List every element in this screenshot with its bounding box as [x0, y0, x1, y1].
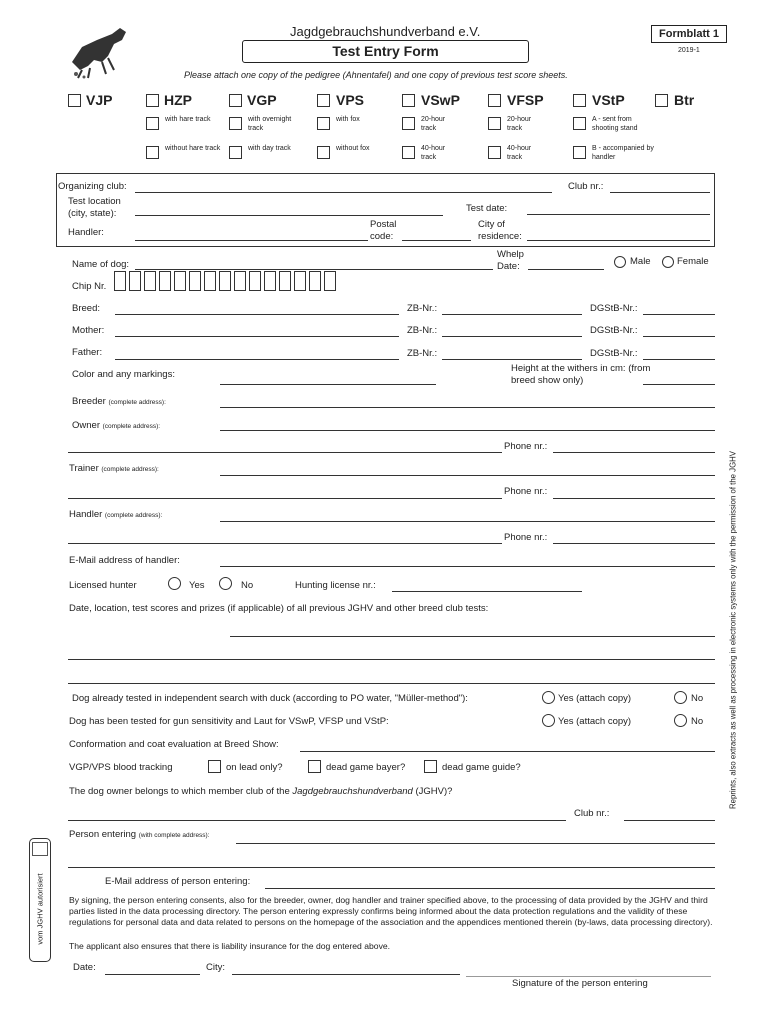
- test-date-field[interactable]: [527, 214, 710, 215]
- organizing-club-field[interactable]: [135, 192, 552, 193]
- owner-title: Owner: [72, 420, 100, 431]
- vswp-opt1-checkbox[interactable]: [402, 117, 415, 130]
- handler-detail-field[interactable]: [220, 521, 715, 522]
- formblatt-label: Formblatt 1: [651, 25, 727, 43]
- chip-digit-box[interactable]: [204, 271, 216, 291]
- trainer-title: Trainer: [69, 463, 99, 474]
- whelp-date-field[interactable]: [528, 269, 604, 270]
- jghv-stamp: [29, 838, 51, 962]
- handler-phone-field[interactable]: [553, 543, 715, 544]
- vstp-opt1-label: A - sent from shooting stand: [592, 116, 638, 132]
- trainer-field[interactable]: [220, 475, 715, 476]
- handler-phone-label: Phone nr.:: [504, 532, 548, 543]
- duck-yes-radio[interactable]: [542, 691, 555, 704]
- conformation-field[interactable]: [300, 751, 715, 752]
- owner-phone-field[interactable]: [553, 452, 715, 453]
- city-residence-field[interactable]: [527, 240, 710, 241]
- reprint-notice: Reprints, also extracts as well as processing in electronic systems only with the permission of the JGHV: [728, 451, 738, 809]
- postal-code-field[interactable]: [402, 240, 471, 241]
- chip-digit-box[interactable]: [174, 271, 186, 291]
- hunter-yes-label: Yes: [189, 580, 205, 591]
- mother-label: Mother:: [72, 325, 105, 336]
- club-nr-label: Club nr.:: [568, 181, 604, 192]
- chip-digit-box[interactable]: [234, 271, 246, 291]
- handler-email-field[interactable]: [220, 566, 715, 567]
- dog-name-label: Name of dog:: [72, 259, 130, 270]
- breeder-field[interactable]: [220, 407, 715, 408]
- father-dgstb-label: DGStB-Nr.:: [590, 348, 638, 359]
- hzp-opt1-checkbox[interactable]: [146, 117, 159, 130]
- member-club-pre: The dog owner belongs to which member club of the: [69, 786, 293, 797]
- handler-label: Handler:: [68, 227, 104, 238]
- female-label: Female: [677, 256, 709, 267]
- postal-code-label: Postal code:: [370, 219, 397, 242]
- breed-zb-field[interactable]: [442, 314, 582, 315]
- mother-dgstb-label: DGStB-Nr.:: [590, 325, 638, 336]
- vswp-checkbox[interactable]: [402, 94, 415, 107]
- whelp-date-label: Whelp Date:: [497, 249, 524, 272]
- father-field[interactable]: [115, 359, 399, 360]
- owner-phone-label: Phone nr.:: [504, 441, 548, 452]
- father-zb-label: ZB-Nr.:: [407, 348, 438, 359]
- breed-label: Breed:: [72, 303, 100, 314]
- gun-yes-label: Yes (attach copy): [558, 716, 632, 727]
- mother-zb-field[interactable]: [442, 336, 582, 337]
- vstp-checkbox[interactable]: [573, 94, 586, 107]
- vswp-opt2-label: 40-hour track: [421, 145, 446, 161]
- person-entering-hint: (with complete address):: [138, 832, 210, 839]
- dead-game-bayer-label: dead game bayer?: [326, 762, 406, 773]
- btr-checkbox[interactable]: [655, 94, 668, 107]
- form-version: 2019-1: [678, 47, 700, 54]
- test-location-label: Test location (city, state):: [68, 196, 121, 219]
- insurance-text: The applicant also ensures that there is liability insurance for the dog entered above.: [69, 941, 391, 951]
- person-email-label: E-Mail address of person entering:: [105, 876, 251, 887]
- chip-digit-box[interactable]: [189, 271, 201, 291]
- male-label: Male: [630, 256, 651, 267]
- duck-no-radio[interactable]: [674, 691, 687, 704]
- chip-digit-box[interactable]: [279, 271, 291, 291]
- dead-game-guide-label: dead game guide?: [442, 762, 521, 773]
- gun-test-question: Dog has been tested for gun sensitivity and Laut for VSwP, VFSP und VStP:: [69, 716, 389, 727]
- owner-address-field[interactable]: [68, 452, 502, 453]
- on-lead-label: on lead only?: [226, 762, 283, 773]
- city-residence-label: City of residence:: [478, 219, 522, 242]
- father-dgstb-field[interactable]: [643, 359, 715, 360]
- previous-tests-label: Date, location, test scores and prizes (if applicable) of all previous JGHV and other breed club tests:: [69, 603, 489, 614]
- hunter-no-label: No: [241, 580, 254, 591]
- consent-text: By signing, the person entering consents, also for the breeder, owner, dog handler and trainer specified above, to the processing of data provided by the JGHV and third parties listed in the data processing directory. The person entering expressly confirms being informed about the data protection regulations and the validity of these regulations for personal data and data related to persons on the homepage of the association and the appendices mentioned therein (by-laws, data processing directory).: [69, 895, 713, 927]
- hzp-opt1-label: with hare track: [165, 116, 211, 123]
- owner-address-hint: (complete address):: [102, 423, 161, 430]
- vfsp-opt2-label: 40-hour track: [507, 145, 532, 161]
- vfsp-opt2-checkbox[interactable]: [488, 146, 501, 159]
- vps-label: VPS: [336, 92, 365, 108]
- vgp-opt1-checkbox[interactable]: [229, 117, 242, 130]
- trainer-phone-label: Phone nr.:: [504, 486, 548, 497]
- height-withers-label: Height at the withers in cm: (from breed show only): [511, 363, 651, 386]
- person-entering-field[interactable]: [236, 843, 715, 844]
- trainer-phone-field[interactable]: [553, 498, 715, 499]
- handler-detail-label: [69, 509, 162, 520]
- trainer-address-field[interactable]: [68, 498, 502, 499]
- date-field[interactable]: [105, 974, 200, 975]
- city-label: City:: [206, 962, 225, 973]
- org-name: Jagdgebrauchshundverband e.V.: [290, 24, 481, 39]
- mother-field[interactable]: [115, 336, 399, 337]
- vgp-checkbox[interactable]: [229, 94, 242, 107]
- licensed-hunter-label: Licensed hunter: [69, 580, 137, 591]
- handler-email-label: E-Mail address of handler:: [69, 555, 180, 566]
- member-club-question: [69, 786, 452, 797]
- vfsp-opt1-checkbox[interactable]: [488, 117, 501, 130]
- duck-no-label: No: [691, 693, 704, 704]
- duck-yes-label: Yes (attach copy): [558, 693, 632, 704]
- handler-field[interactable]: [135, 240, 368, 241]
- color-markings-label: Color and any markings:: [72, 369, 175, 380]
- dog-name-field[interactable]: [135, 269, 493, 270]
- height-withers-field[interactable]: [643, 384, 715, 385]
- breed-dgstb-field[interactable]: [643, 314, 715, 315]
- member-club-em: Jagdgebrauchshundverband: [292, 786, 413, 797]
- form-title: Test Entry Form: [242, 40, 529, 63]
- gun-no-label: No: [691, 716, 704, 727]
- breed-zb-label: ZB-Nr.:: [407, 303, 438, 314]
- chip-digit-box[interactable]: [294, 271, 306, 291]
- hzp-opt2-label: without hare track: [165, 145, 221, 152]
- dead-game-bayer-checkbox[interactable]: [308, 760, 321, 773]
- breeder-label: [72, 396, 166, 407]
- person-entering-label: [69, 829, 210, 840]
- hunting-license-label: Hunting license nr.:: [295, 580, 376, 591]
- trainer-label: [69, 463, 159, 474]
- vgp-opt2-label: with day track: [248, 145, 291, 152]
- stamp-text: vom JGHV autorisiert: [35, 873, 45, 945]
- vps-opt2-label: without fox: [336, 145, 370, 152]
- chip-digit-box[interactable]: [114, 271, 126, 291]
- vfsp-checkbox[interactable]: [488, 94, 501, 107]
- color-markings-field[interactable]: [220, 384, 436, 385]
- vgp-opt2-checkbox[interactable]: [229, 146, 242, 159]
- jghv-logo-dog: [62, 22, 132, 82]
- vgp-opt1-label: with overnight track: [248, 116, 292, 132]
- chip-digit-box[interactable]: [219, 271, 231, 291]
- vjp-checkbox[interactable]: [68, 94, 81, 107]
- blood-tracking-label: VGP/VPS blood tracking: [69, 762, 173, 773]
- vstp-opt1-checkbox[interactable]: [573, 117, 586, 130]
- hzp-label: HZP: [164, 92, 192, 108]
- signature-field[interactable]: [466, 976, 711, 977]
- club-nr-field[interactable]: [610, 192, 710, 193]
- city-field[interactable]: [232, 974, 460, 975]
- previous-tests-field-2[interactable]: [68, 659, 715, 660]
- father-label: Father:: [72, 347, 103, 358]
- handler-address-hint: (complete address):: [104, 512, 163, 519]
- vstp-label: VStP: [592, 92, 625, 108]
- breed-dgstb-label: DGStB-Nr.:: [590, 303, 638, 314]
- vswp-opt2-checkbox[interactable]: [402, 146, 415, 159]
- person-email-field[interactable]: [265, 888, 715, 889]
- father-zb-field[interactable]: [442, 359, 582, 360]
- stamp-icon: [32, 842, 48, 856]
- previous-tests-field-3[interactable]: [68, 683, 715, 684]
- chip-digit-box[interactable]: [324, 271, 336, 291]
- mother-zb-label: ZB-Nr.:: [407, 325, 438, 336]
- chip-label: Chip Nr.: [72, 281, 107, 292]
- person-entering-address-field[interactable]: [68, 867, 715, 868]
- btr-label: Btr: [674, 92, 695, 108]
- hunting-license-field[interactable]: [392, 591, 582, 592]
- attach-instruction: Please attach one copy of the pedigree (Ahnentafel) and one copy of previous test score sheets.: [184, 70, 568, 80]
- organizing-club-label: Organizing club:: [58, 181, 127, 192]
- owner-field[interactable]: [220, 430, 715, 431]
- vstp-opt2-label: B - accompanied by handler: [592, 145, 654, 161]
- vfsp-label: VFSP: [507, 92, 544, 108]
- vswp-label: VSwP: [421, 92, 460, 108]
- member-club-nr-field[interactable]: [624, 820, 715, 821]
- duck-test-question: Dog already tested in independent search with duck (according to PO water, "Müller-method"):: [72, 693, 468, 704]
- hzp-checkbox[interactable]: [146, 94, 159, 107]
- mother-dgstb-field[interactable]: [643, 336, 715, 337]
- chip-digit-box[interactable]: [309, 271, 321, 291]
- chip-digit-box[interactable]: [264, 271, 276, 291]
- chip-digit-box[interactable]: [129, 271, 141, 291]
- conformation-label: Conformation and coat evaluation at Breed Show:: [69, 739, 279, 750]
- breeder-title: Breeder: [72, 396, 106, 407]
- member-club-field[interactable]: [68, 820, 566, 821]
- vps-opt1-label: with fox: [336, 116, 360, 123]
- breed-field[interactable]: [115, 314, 399, 315]
- on-lead-checkbox[interactable]: [208, 760, 221, 773]
- test-location-field[interactable]: [135, 215, 443, 216]
- vps-opt2-checkbox[interactable]: [317, 146, 330, 159]
- vfsp-opt1-label: 20-hour track: [507, 116, 532, 132]
- signature-label: Signature of the person entering: [512, 978, 648, 989]
- gun-yes-radio[interactable]: [542, 714, 555, 727]
- chip-digit-box[interactable]: [249, 271, 261, 291]
- vps-opt1-checkbox[interactable]: [317, 117, 330, 130]
- vstp-opt2-checkbox[interactable]: [573, 146, 586, 159]
- owner-label: [72, 420, 160, 431]
- hunter-yes-radio[interactable]: [168, 577, 181, 590]
- handler-address-field[interactable]: [68, 543, 502, 544]
- hzp-opt2-checkbox[interactable]: [146, 146, 159, 159]
- member-club-post: (JGHV)?: [412, 786, 453, 797]
- trainer-address-hint: (complete address):: [101, 466, 159, 473]
- chip-digit-box[interactable]: [144, 271, 156, 291]
- member-club-nr-label: Club nr.:: [574, 808, 610, 819]
- handler-title: Handler: [69, 509, 103, 520]
- vjp-label: VJP: [86, 92, 113, 108]
- chip-digit-box[interactable]: [159, 271, 171, 291]
- person-entering-title: Person entering: [69, 829, 137, 840]
- vswp-opt1-label: 20-hour track: [421, 116, 446, 132]
- dead-game-guide-checkbox[interactable]: [424, 760, 437, 773]
- gun-no-radio[interactable]: [674, 714, 687, 727]
- test-date-label: Test date:: [466, 203, 508, 214]
- date-label: Date:: [73, 962, 96, 973]
- female-radio[interactable]: [662, 256, 674, 268]
- breeder-address-hint: (complete address):: [108, 399, 166, 406]
- vps-checkbox[interactable]: [317, 94, 330, 107]
- previous-tests-field-1[interactable]: [230, 636, 715, 637]
- male-radio[interactable]: [614, 256, 626, 268]
- vgp-label: VGP: [247, 92, 277, 108]
- hunter-no-radio[interactable]: [219, 577, 232, 590]
